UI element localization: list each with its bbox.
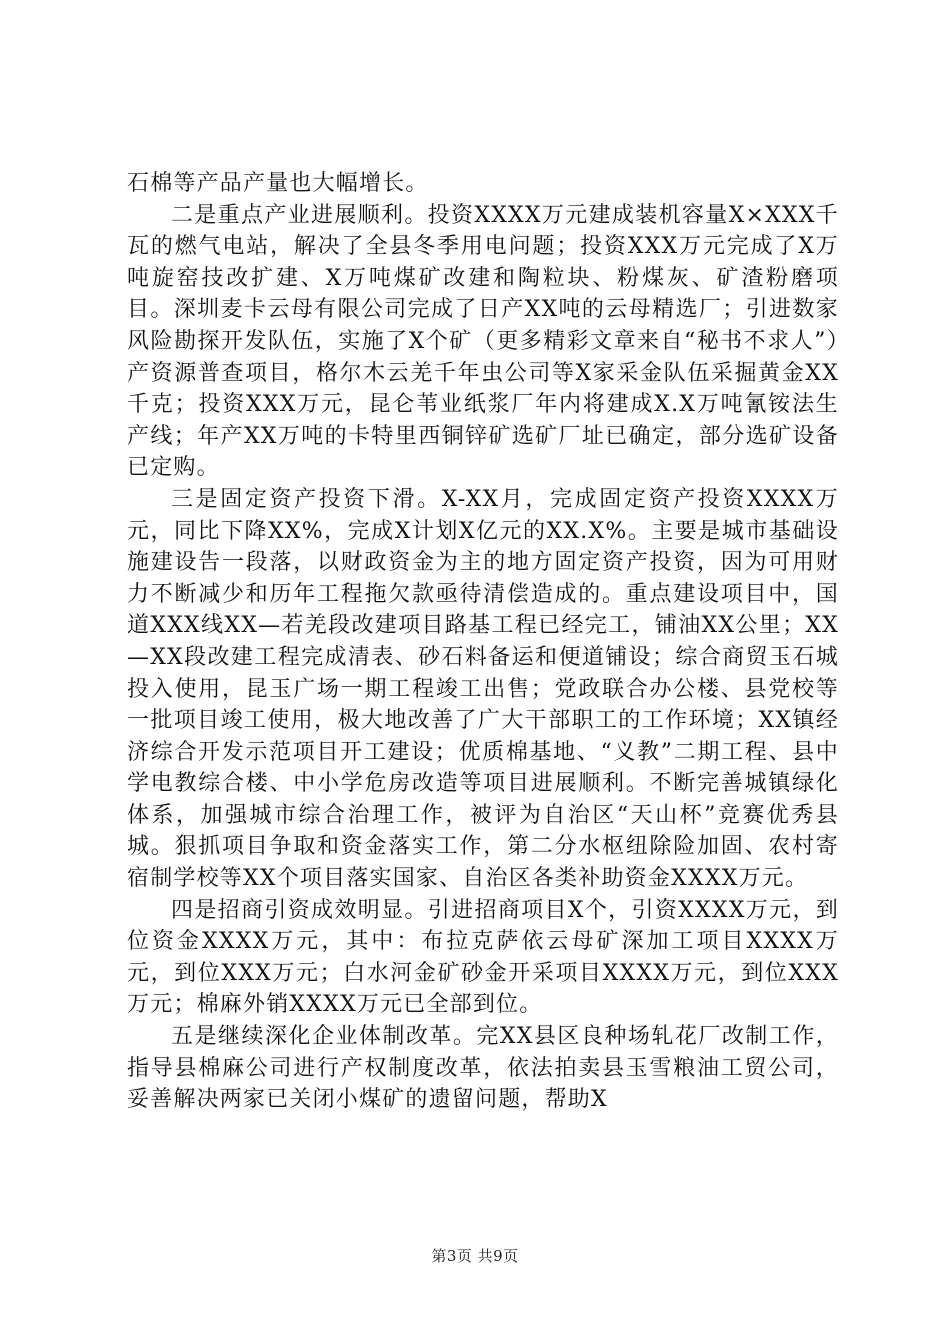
paragraph-enterprise-reform: 五是继续深化企业体制改革。完XX县区良种场轧花厂改制工作，指导县棉麻公司进行产权制度改革，依法拍卖县玉雪粮油工贸公司，妥善解决两家已关闭小煤矿的遗留问题，帮助X	[127, 1024, 839, 1113]
paragraph-continuation: 石棉等产品产量也大幅增长。	[127, 171, 429, 196]
paragraph-key-industries: 二是重点产业进展顺利。投资XXXX万元建成装机容量X×XXX千瓦的燃气电站，解决了全县冬季用电问题；投资XXX万元完成了X万吨旋窑技改扩建、X万吨煤矿改建和陶粒块、粉煤灰、矿渣粉磨项目。深圳麦卡云母有限公司完成了日产XX吨的云母精选厂；引进数家风险勘探开发队伍，实施了X个矿（更多精彩文章来自“秘书不求人”）产资源普查项目，格尔木云羌千年虫公司等X家采金队伍采掘黄金XX千克；投资XXX万元，昆仑苇业纸浆厂年内将建成X.X万吨氰铵法生产线；年产XX万吨的卡特里西铜锌矿选矿厂址已确定，部分选矿设备已定购。	[127, 202, 839, 481]
paragraph-fixed-assets: 三是固定资产投资下滑。X-XX月，完成固定资产投资XXXX万元，同比下降XX%，完成X计划X亿元的XX.X%。主要是城市基础设施建设告一段落，以财政资金为主的地方固定资产投资，因为可用财力不断减少和历年工程拖欠款亟待清偿造成的。重点建设项目中，国道XXX线XX—若羌段改建项目路基工程已经完工，铺油XX公里；XX—XX段改建工程完成清表、砂石料备运和便道铺设；综合商贸玉石城投入使用，昆玉广场一期工程竣工出售；党政联合办公楼、县党校等一批项目竣工使用，极大地改善了广大干部职工的工作环境；XX镇经济综合开发示范项目开工建设；优质棉基地、“义教”二期工程、县中学电教综合楼、中小学危房改造等项目进展顺利。不断完善城镇绿化体系，加强城市综合治理工作，被评为自治区“天山杯”竞赛优秀县城。狠抓项目争取和资金落实工作，第二分水枢纽除险加固、农村寄宿制学校等XX个项目落实国家、自治区各类补助资金XXXX万元。	[127, 486, 839, 892]
document-body	[127, 168, 839, 1116]
page-footer: 第3页 共9页	[431, 1247, 519, 1265]
paragraph-investment-attraction: 四是招商引资成效明显。引进招商项目X个，引资XXXX万元，到位资金XXXX万元，其中：布拉克萨依云母矿深加工项目XXXX万元，到位XXX万元；白水河金矿砂金开采项目XXXX万元，到位XXX万元；棉麻外销XXXX万元已全部到位。	[127, 897, 839, 1018]
